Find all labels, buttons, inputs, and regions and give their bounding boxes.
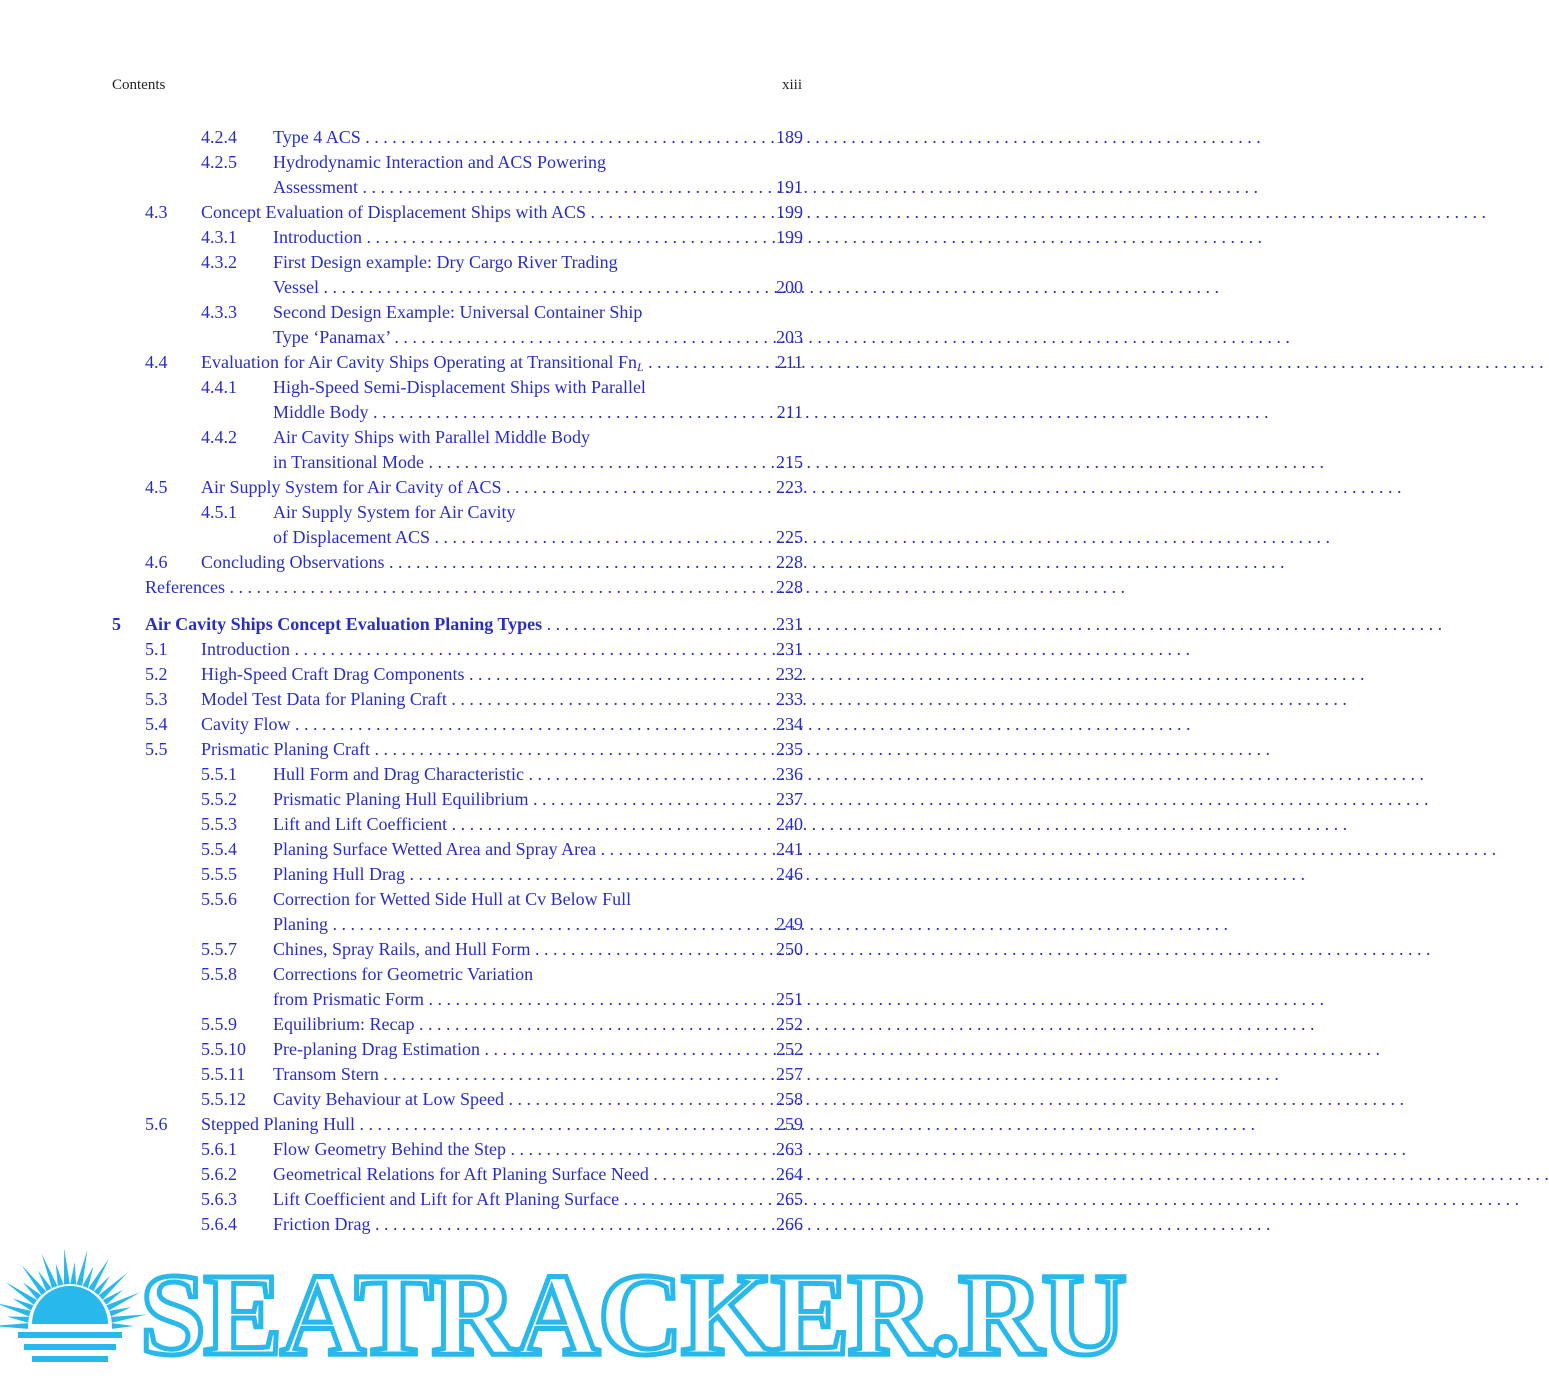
toc-entry-title[interactable]: Air Cavity Ships with Parallel Middle Body [273,427,590,447]
toc-entry-page[interactable]: 265 [776,1189,803,1209]
toc-entry-page[interactable]: 264 [776,1164,803,1184]
toc-entry-title[interactable]: Equilibrium: Recap [273,1014,415,1034]
toc-entry-number: 5.1 [145,639,168,659]
toc-entry-title[interactable]: Air Supply System for Air Cavity [273,502,516,522]
running-header-title: Contents [112,77,166,93]
toc-entry-title[interactable]: Lift and Lift Coefficient [273,814,448,834]
toc-entry-number: 4.4.2 [201,427,237,447]
toc-entry-number: 5.5.8 [201,964,237,984]
toc-entry-number: 4.5.1 [201,502,237,522]
toc-entry-page[interactable]: 200 [776,277,803,297]
toc-entry-number: 5.5.2 [201,789,237,809]
toc-entry-title[interactable]: Flow Geometry Behind the Step [273,1139,506,1159]
toc-entry-title[interactable]: Geometrical Relations for Aft Planing Surface Need [273,1164,649,1184]
toc-entry-page[interactable]: 203 [776,327,803,347]
toc-entry-number: 5.5.5 [201,864,237,884]
toc-entry[interactable] [0,712,915,737]
sun-ray [88,1259,109,1292]
toc-entry[interactable] [0,1012,915,1037]
page-number: xiii [781,77,802,93]
toc-entry-page[interactable]: 215 [776,452,803,472]
toc-entry-title[interactable]: First Design example: Dry Cargo River Trading [273,252,618,272]
toc-entry-number: 5.5.12 [201,1089,246,1109]
dot-leader [370,1214,1270,1234]
dot-leader [225,577,1125,597]
toc-entry-title[interactable]: Prismatic Planing Hull Equilibrium [273,789,529,809]
toc-entry-page[interactable]: 232 [776,664,803,684]
sun-ray [70,1262,76,1284]
toc-entry-title[interactable]: Corrections for Geometric Variation [273,964,534,984]
toc-entry[interactable] [0,1062,915,1087]
dot-leader [447,814,1347,834]
toc-entry-page[interactable]: 252 [776,1039,803,1059]
toc-entry[interactable] [0,1137,915,1162]
toc-entry-title[interactable]: Type ‘Panamax’ [273,327,390,347]
toc-entry-number: 4.3.1 [201,227,237,247]
toc-entry-page[interactable]: 199 [776,202,803,222]
toc-entry-number: 5.3 [145,689,168,709]
toc-entry-number: 5.5.6 [201,889,237,909]
dot-leader [369,402,1269,422]
toc-entry-continuation[interactable] [0,987,915,1012]
dot-leader [504,1089,1404,1109]
dot-leader [447,689,1347,709]
toc-entry-number: 5 [112,614,121,634]
dot-leader [586,202,1486,222]
toc-entry-page[interactable]: 231 [776,614,803,634]
toc-entry-number: 5.6.2 [201,1164,237,1184]
toc-entry-page[interactable]: 191 [776,177,803,197]
dot-leader [502,477,1402,497]
toc-entry-page[interactable]: 252 [776,1014,803,1034]
toc-entry[interactable] [0,200,915,225]
toc-entry-title[interactable]: References [145,577,225,597]
toc-entry[interactable] [0,1212,915,1237]
toc-entry-number: 4.4 [145,352,168,372]
toc-entry-number: 5.4 [145,714,168,734]
toc-entry-title[interactable]: Lift Coefficient and Lift for Aft Planing Surface [273,1189,620,1209]
toc-entry-continuation[interactable] [0,275,915,300]
toc-entry[interactable] [0,375,915,400]
dot-leader [596,839,1496,859]
dot-leader [319,277,1219,297]
toc-entry-title[interactable]: High-Speed Semi-Displacement Ships with Parallel [273,377,646,397]
toc-entry-title[interactable]: of Displacement ACS [273,527,430,547]
toc-entry-page[interactable]: 211 [776,402,803,422]
toc-entry-title[interactable]: Evaluation for Air Cavity Ships Operating at Transitional Fn [201,352,637,372]
toc-entry-title[interactable]: Planing Surface Wetted Area and Spray Area [273,839,597,859]
toc-entry-title[interactable]: Model Test Data for Planing Craft [201,689,447,709]
dot-leader [361,127,1261,147]
dot-leader [480,1039,1380,1059]
toc-entry[interactable] [0,1087,915,1112]
toc-entry-number: 5.5.1 [201,764,237,784]
toc-entry[interactable] [0,125,915,150]
sun-icon [0,1248,147,1362]
dot-leader [506,1139,1406,1159]
toc-entry[interactable] [0,837,915,862]
sun-ray [56,1264,64,1286]
toc-entry-page[interactable]: 258 [776,1089,803,1109]
watermark-text: SEATRACKER.RU [140,1249,1125,1380]
toc-entry[interactable] [0,1162,915,1187]
sun-ray [7,1317,29,1323]
toc-entry-number: 5.5.3 [201,814,237,834]
toc-entry-number: 5.5 [145,739,168,759]
toc-entry[interactable] [0,612,915,637]
toc-entry-page[interactable]: 225 [776,527,803,547]
toc-entry-page[interactable]: 241 [776,839,803,859]
toc-entry[interactable] [0,150,915,175]
toc-entry-number: 5.5.9 [201,1014,237,1034]
toc-entry[interactable] [0,1187,915,1212]
toc-entry-continuation[interactable] [0,325,915,350]
dot-leader [405,864,1305,884]
toc-entry[interactable] [0,350,915,375]
toc-entry-title[interactable]: Second Design Example: Universal Container Ship [273,302,643,322]
toc-entry-continuation[interactable] [0,525,915,550]
toc-entry-title[interactable]: Chines, Spray Rails, and Hull Form [273,939,531,959]
toc-entry-page[interactable]: 233 [776,689,803,709]
dot-leader [414,1014,1314,1034]
dot-leader [464,664,1364,684]
toc-entry[interactable] [0,887,915,912]
toc-entry-page[interactable]: 257 [776,1064,803,1084]
sun-ray [112,1323,134,1329]
toc-entry[interactable] [0,425,915,450]
toc-entry-title[interactable]: from Prismatic Form [273,989,424,1009]
dot-leader [424,452,1324,472]
toc-entry[interactable] [0,862,915,887]
toc-entry-title[interactable]: Prismatic Planing Craft [201,739,370,759]
toc-entry-title[interactable]: Pre-planing Drag Estimation [273,1039,480,1059]
dot-leader [430,527,1330,547]
toc-entry[interactable] [0,550,915,575]
table-of-contents [0,125,915,1237]
sun-ray [0,1323,28,1329]
dot-leader [529,789,1429,809]
toc-entry-title[interactable]: Planing Hull Drag [273,864,405,884]
toc-entry-page[interactable]: 259 [776,1114,803,1134]
toc-entry[interactable] [0,225,915,250]
toc-entry[interactable] [0,737,915,762]
sun-ray [107,1292,141,1310]
dot-leader [390,327,1290,347]
dot-leader [379,1064,1279,1084]
toc-entry-number: 5.5.4 [201,839,237,859]
toc-entry[interactable] [0,300,915,325]
toc-entry-number: 5.5.11 [201,1064,246,1084]
toc-entry-title[interactable]: Introduction [201,639,290,659]
toc-entry-title[interactable]: Hull Form and Drag Characteristic [273,764,524,784]
toc-entry-number: 4.5 [145,477,168,497]
toc-entry[interactable] [0,762,915,787]
toc-entry-title[interactable]: Cavity Flow [201,714,291,734]
dot-leader [619,1189,1519,1209]
toc-entry-number: 4.3 [145,202,168,222]
toc-entry-page[interactable]: 246 [776,864,803,884]
toc-entry-number: 5.5.10 [201,1039,246,1059]
toc-entry-number: 4.4.1 [201,377,237,397]
toc-entry-number: 4.3.3 [201,302,237,322]
toc-entry-number: 4.2.4 [201,127,237,147]
toc-entry-title[interactable]: Friction Drag [273,1214,371,1234]
toc-entry-page[interactable]: 223 [776,477,803,497]
toc-entry-page[interactable]: 235 [776,739,803,759]
dot-leader [358,177,1258,197]
toc-entry-number: 5.6.3 [201,1189,237,1209]
toc-entry-page[interactable]: 228 [776,577,803,597]
toc-entry-title[interactable]: Hydrodynamic Interaction and ACS Powering [273,152,606,172]
toc-entry-title[interactable]: Correction for Wetted Side Hull at Cv Below Full [273,889,632,909]
toc-entry-title[interactable]: Vessel [273,277,319,297]
toc-entry-page[interactable]: 234 [776,714,803,734]
toc-entry-page[interactable]: 199 [776,227,803,247]
toc-entry[interactable] [0,962,915,987]
toc-entry-number: 5.5.7 [201,939,237,959]
toc-entry-number: 4.6 [145,552,168,572]
toc-entry[interactable] [0,1112,915,1137]
toc-entry-continuation[interactable] [0,400,915,425]
toc-entry-title[interactable]: Transom Stern [273,1064,379,1084]
dot-leader [384,552,1284,572]
toc-entry[interactable] [0,250,915,275]
toc-entry-title[interactable]: in Transitional Mode [273,452,425,472]
dot-leader [355,1114,1255,1134]
dot-leader [542,614,1442,634]
toc-entry[interactable] [0,575,915,600]
sun-ray [64,1248,70,1284]
toc-entry-page[interactable]: 251 [776,989,803,1009]
toc-entry[interactable] [0,937,915,962]
toc-entry-number: 5.6.1 [201,1139,237,1159]
toc-entry-title[interactable]: Type 4 ACS [273,127,361,147]
toc-entry-page[interactable]: 266 [776,1214,803,1234]
dot-leader [362,227,1262,247]
toc-entry-page[interactable]: 211 [776,352,803,372]
toc-entry-title[interactable]: Planing [273,914,329,934]
toc-entry[interactable] [0,687,915,712]
dot-leader [524,764,1424,784]
toc-entry[interactable] [0,637,915,662]
toc-entry-title[interactable]: Air Supply System for Air Cavity of ACS [201,477,502,497]
toc-entry-title[interactable]: Cavity Behaviour at Low Speed [273,1089,504,1109]
toc-entry-number: 4.3.2 [201,252,237,272]
sun-ray [109,1307,131,1316]
toc-entry-page[interactable]: 236 [776,764,803,784]
dot-leader [424,989,1324,1009]
toc-entry-page[interactable]: 231 [776,639,803,659]
toc-entry[interactable] [0,475,915,500]
toc-entry-page[interactable]: 189 [776,127,803,147]
toc-entry-continuation[interactable] [0,450,915,475]
toc-entry-page[interactable]: 250 [776,939,803,959]
toc-entry-title[interactable]: Stepped Planing Hull [201,1114,355,1134]
toc-entry[interactable] [0,812,915,837]
toc-entry-number: 5.6 [145,1114,168,1134]
toc-entry-number: 5.2 [145,664,168,684]
toc-entry-title[interactable]: Assessment [273,177,358,197]
dot-leader [291,714,1191,734]
toc-entry[interactable] [0,1037,915,1062]
dot-leader [290,639,1190,659]
toc-entry-title[interactable]: Concept Evaluation of Displacement Ships with ACS [201,202,586,222]
toc-entry-continuation[interactable] [0,912,915,937]
dot-leader [370,739,1270,759]
subscript: L [636,360,644,374]
toc-entry[interactable] [0,500,915,525]
toc-entry-page[interactable]: 263 [776,1139,803,1159]
toc-entry-page[interactable]: 240 [776,814,803,834]
toc-entry-number: 4.2.5 [201,152,237,172]
toc-entry-title[interactable]: Air Cavity Ships Concept Evaluation Planing Types [145,614,543,634]
toc-entry-title[interactable]: High-Speed Craft Drag Components [201,664,465,684]
toc-entry-title[interactable]: Concluding Observations [201,552,385,572]
toc-entry-title[interactable]: Introduction [273,227,362,247]
toc-entry-page[interactable]: 249 [776,914,803,934]
toc-entry[interactable] [0,662,915,687]
toc-entry-number: 5.6.4 [201,1214,237,1234]
toc-entry[interactable] [0,787,915,812]
dot-leader [531,939,1431,959]
toc-entry-page[interactable]: 237 [776,789,803,809]
toc-entry-continuation[interactable] [0,175,915,200]
toc-entry-page[interactable]: 228 [776,552,803,572]
toc-entry-title[interactable]: Middle Body [273,402,369,422]
